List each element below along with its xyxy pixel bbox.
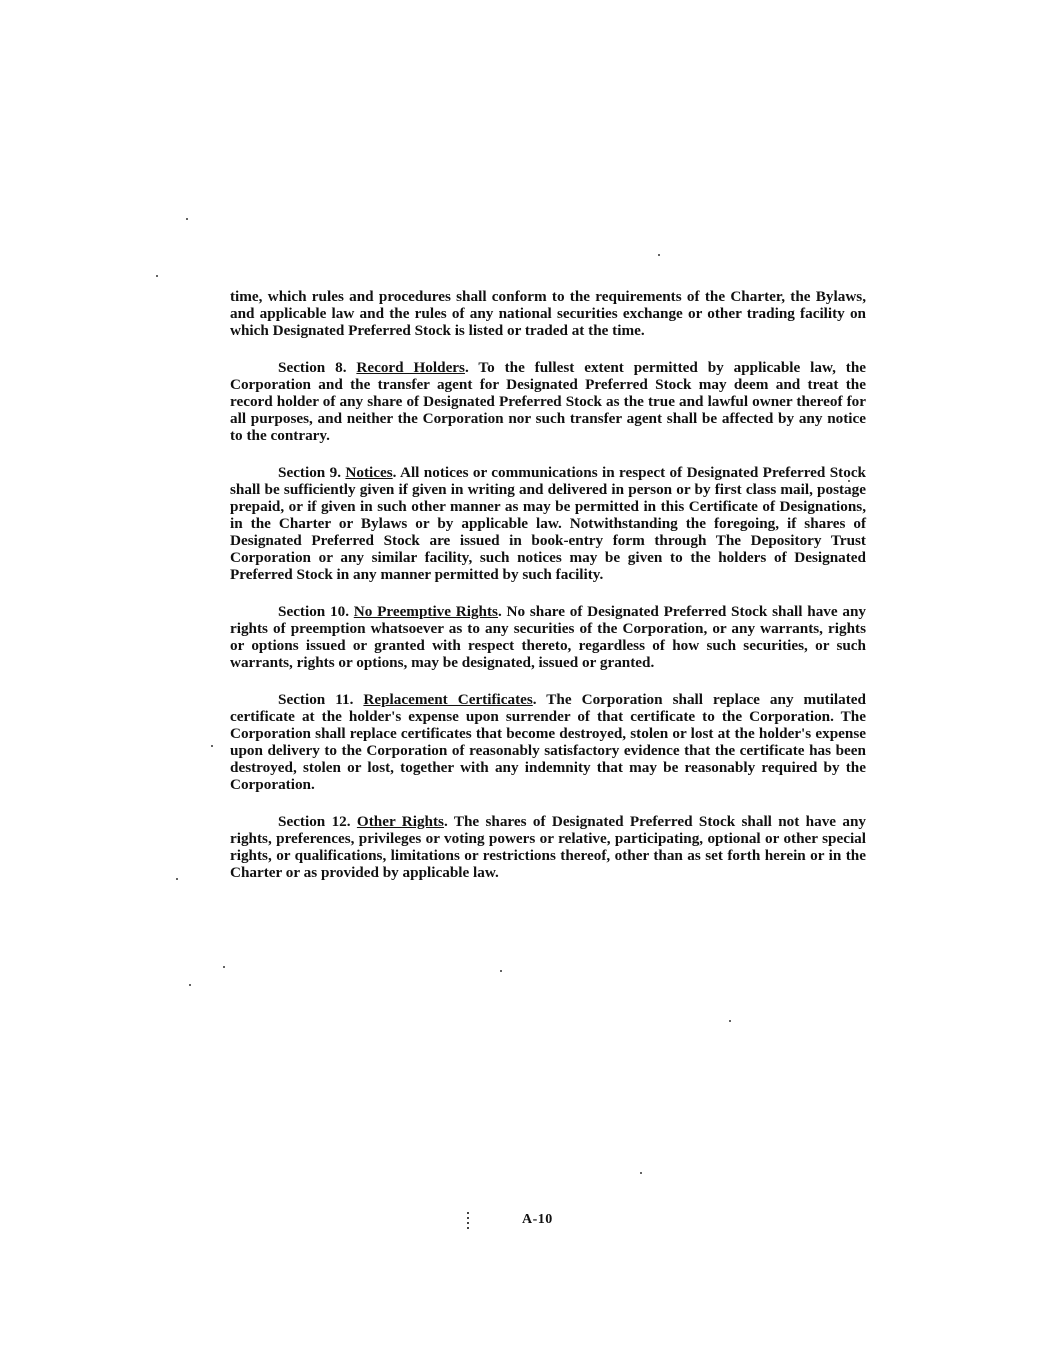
section-10-paragraph bbox=[230, 603, 866, 671]
section-body: . All notices or communications in respect of Designated Preferred Stock shall be sufficiently given if given in writing and delivered in person or by first class mail, postage prepaid, or if given in such other manner as may be permitted in this Certificate of Designations, in the Charter or Bylaws or by applicable law. Notwithstanding the foregoing, if shares of Designated Preferred Stock are issued in book-entry form through The Depository Trust Corporation or any similar facility, such notices may be given to the holders of Designated Preferred Stock in any manner permitted by such facility. bbox=[230, 464, 867, 583]
section-body: . The shares of Designated Preferred Stock shall not have any rights, preferences, privileges or voting powers or relative, participating, optional or other special rights, or qualifications, limitations or restrictions thereof, other than as set forth herein or in the Charter or as provided by applicable law. bbox=[230, 813, 866, 881]
scan-speck bbox=[500, 970, 502, 972]
scan-speck bbox=[223, 966, 225, 968]
section-body: . The Corporation shall replace any mutilated certificate at the holder's expense upon surrender of that certificate to the Corporation. The Corporation shall replace certificates that become destroyed, stolen or lost at the holder's expense upon delivery to the Corporation of reasonably satisfactory evidence that the certificate has been destroyed, stolen or lost, together with any indemnity that may be reasonably required by the Corporation. bbox=[230, 691, 866, 793]
section-title: Notices bbox=[345, 464, 393, 481]
section-8-paragraph bbox=[230, 359, 866, 444]
section-body: . To the fullest extent permitted by applicable law, the Corporation and the transfer agent for Designated Preferred Stock may deem and treat the record holder of any share of Designated Preferred Stock as the true and lawful owner thereof for all purposes, and neither the Corporation nor such transfer agent shall be affected by any notice to the contrary. bbox=[230, 359, 866, 444]
section-number: Section 10. bbox=[278, 603, 349, 620]
scan-speck bbox=[640, 1172, 642, 1174]
section-title: No Preemptive Rights bbox=[353, 603, 498, 620]
scan-dots bbox=[467, 1212, 469, 1230]
scan-speck bbox=[156, 275, 158, 277]
section-number: Section 9. bbox=[278, 464, 342, 481]
section-11-paragraph bbox=[230, 691, 866, 793]
scan-speck bbox=[186, 218, 188, 220]
section-9-paragraph bbox=[230, 464, 866, 583]
scan-speck bbox=[189, 984, 191, 986]
document-body bbox=[230, 288, 866, 901]
scan-speck bbox=[658, 254, 660, 256]
scan-speck bbox=[729, 1020, 731, 1022]
scan-speck bbox=[176, 878, 178, 880]
section-title: Record Holders bbox=[356, 359, 465, 376]
section-title: Other Rights bbox=[356, 813, 444, 830]
section-12-paragraph bbox=[230, 813, 866, 881]
page-number: A-10 bbox=[522, 1212, 553, 1227]
scan-speck bbox=[211, 745, 213, 747]
section-number: Section 8. bbox=[278, 359, 347, 376]
section-title: Replacement Certificates bbox=[363, 691, 533, 708]
section-number: Section 12. bbox=[278, 813, 351, 830]
intro-paragraph: time, which rules and procedures shall conform to the requirements of the Charter, the Bylaws, and applicable law and the rules of any national securities exchange or other trading facility on which Designated Preferred Stock is listed or traded at the time. bbox=[230, 288, 866, 339]
section-body: . No share of Designated Preferred Stock shall have any rights of preemption whatsoever as to any securities of the Corporation, or any warrants, rights or options issued or granted with respect thereto, regardless of how such securities, or such warrants, rights or options, may be designated, issued or granted. bbox=[230, 603, 867, 671]
section-number: Section 11. bbox=[278, 691, 354, 708]
